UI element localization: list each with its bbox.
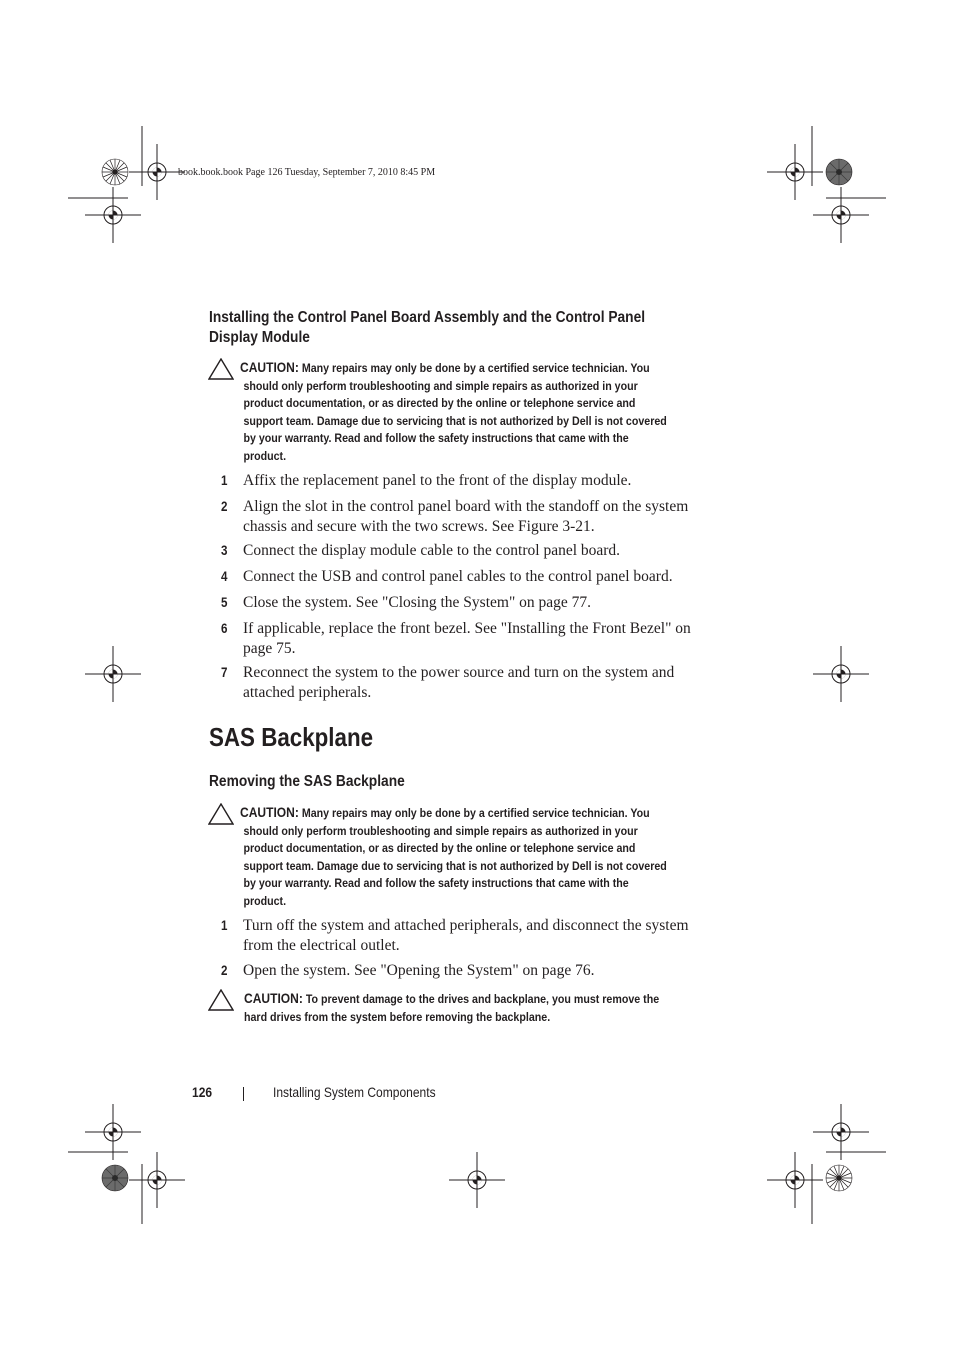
caution-text-line: support team. Damage due to servicing that is not authorized by Dell is not covered [243, 413, 667, 428]
caution-text-line: hard drives from the system before removing the backplane. [244, 1009, 551, 1024]
heading-line: Installing the Control Panel Board Assembly and the Control Panel [209, 309, 646, 326]
step-text: attached peripherals. [243, 684, 372, 701]
caution-note [244, 990, 726, 1026]
caution-text-line: should only perform troubleshooting and simple repairs as authorized in your [243, 378, 638, 393]
step-number: 5 [221, 595, 228, 610]
step-text: Turn off the system and attached peripherals, and disconnect the system [243, 917, 689, 934]
page-title: SAS Backplane [209, 722, 374, 752]
step-text: Open the system. See "Opening the System" on page 76. [243, 962, 595, 979]
heading-line: Display Module [209, 329, 310, 346]
caution-text-line: product. [243, 893, 287, 908]
step-number: 2 [221, 499, 228, 514]
caution-label: CAUTION: [244, 990, 303, 1006]
step-text: Connect the display module cable to the control panel board. [243, 542, 621, 559]
step-text: page 75. [243, 640, 296, 657]
page-number: 126 [192, 1084, 213, 1100]
step-number: 2 [221, 963, 228, 978]
caution-text-line: product. [243, 448, 287, 463]
caution-note [240, 804, 722, 911]
step-number: 1 [221, 473, 228, 488]
caution-label: CAUTION: [240, 359, 299, 375]
footer-divider [243, 1087, 244, 1101]
step-text: Affix the replacement panel to the front of the display module. [243, 472, 632, 489]
step-number: 1 [221, 918, 228, 933]
step-number: 3 [221, 543, 228, 558]
caution-text-line: To prevent damage to the drives and backplane, you must remove the [305, 992, 660, 1006]
step-text: Align the slot in the control panel board with the standoff on the system [243, 498, 689, 515]
step-text: If applicable, replace the front bezel. See "Installing the Front Bezel" on [243, 620, 691, 637]
warning-triangle-icon [208, 358, 234, 380]
step-text: Close the system. See "Closing the System" on page 77. [243, 594, 592, 611]
caution-text-line: product documentation, or as directed by the online or telephone service and [243, 841, 636, 856]
caution-text-line: Many repairs may only be done by a certified service technician. You [301, 806, 650, 820]
step-number: 4 [221, 569, 228, 584]
warning-triangle-icon [208, 803, 234, 825]
caution-text-line: Many repairs may only be done by a certified service technician. You [301, 361, 650, 375]
step-number: 6 [221, 621, 228, 636]
step-number: 7 [221, 665, 228, 680]
step-text: Reconnect the system to the power source and turn on the system and [243, 664, 675, 681]
caution-text-line: by your warranty. Read and follow the safety instructions that came with the [243, 431, 629, 446]
caution-label: CAUTION: [240, 804, 299, 820]
print-header-stamp: book.book.book Page 126 Tuesday, September 7, 2010 8:45 PM [178, 167, 436, 178]
warning-triangle-icon [208, 989, 234, 1011]
footer-section-title: Installing System Components [273, 1084, 436, 1100]
step-text: from the electrical outlet. [243, 937, 400, 954]
section-subheading: Removing the SAS Backplane [209, 773, 405, 790]
step-text: chassis and secure with the two screws. See Figure 3-21. [243, 518, 595, 535]
caution-text-line: by your warranty. Read and follow the safety instructions that came with the [243, 876, 629, 891]
caution-text-line: product documentation, or as directed by the online or telephone service and [243, 396, 636, 411]
caution-text-line: should only perform troubleshooting and simple repairs as authorized in your [243, 823, 638, 838]
caution-note [240, 359, 722, 466]
caution-text-line: support team. Damage due to servicing that is not authorized by Dell is not covered [243, 858, 667, 873]
section-heading [209, 308, 645, 348]
step-text: Connect the USB and control panel cables to the control panel board. [243, 568, 673, 585]
